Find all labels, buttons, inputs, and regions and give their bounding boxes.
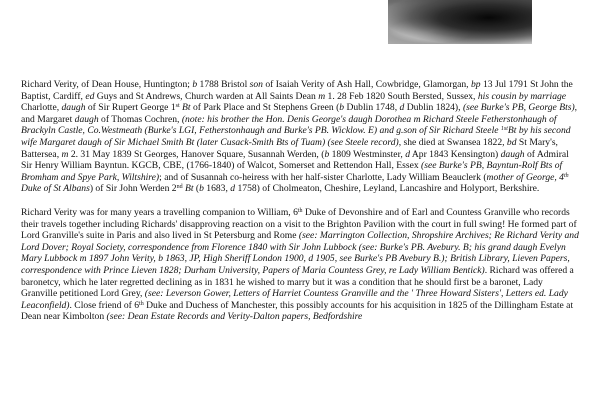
text-run: daugh (74, 113, 99, 125)
text-run: Richard Verity was for many years a travelling companion to William, 6 (21, 206, 298, 218)
text-run: of Admiral Sir Henry William Bayntun. KGCB, CBE, (1766-1840) of Walcot, Somerset and Rettendon Hall, Essex (21, 148, 569, 172)
text-run: 1788 Bristol (197, 79, 250, 90)
text-run: 2. 31 May 1839 St Georges, Hanover Square, Susannah Werden, ( (68, 148, 325, 160)
text-run: th (297, 207, 303, 214)
text-run: b (199, 183, 204, 195)
text-run: d (405, 148, 410, 160)
text-run: of Sir Rupert George 1 (85, 102, 176, 114)
text-run: Richard Verity, of Dean House, Huntington; (21, 79, 193, 90)
text-run: his cousin by marriage (477, 90, 567, 102)
text-run: (see: Marrington Collection, Shropshire Archives; Re Richard Verity and Lord Dover; Royal Society, correspondence from Florence 1840 with Sir John Lubbock (see: Burke's PB. Avebury. B; his grand daugh Evelyn Mary Lubbock m 1897 John Verity, b 1863, JP, High Sheriff London 1900, d 1905, see Burke's PB Avebury B.); British Library, Lieven Papers, correspondence with Prince Lieven 1828; Durham University, Papers of Maria Countess Grey, re Lady William Bentick) (21, 230, 579, 276)
text-run: Bt by his second wife Margaret daugh of Sir Michael Smith Bt (later Cusack-Smith Bts of Tuam) (see Steele record) (21, 125, 571, 148)
text-run: b (324, 148, 330, 160)
text-run: mother of George, 4 (486, 171, 564, 183)
text-run: , and Margaret (21, 102, 578, 125)
text-run: ed (85, 90, 95, 102)
text-run: Duke of St Albans (21, 183, 90, 195)
text-run: of Thomas Cochren, (98, 113, 182, 125)
text-run: Dublin 1824), (404, 102, 463, 114)
text-run: Apr 1843 Kensington) (409, 148, 501, 160)
text-run: (see: Dean Estate Records and Verity-Dalton papers, Bedfordshire (106, 311, 363, 323)
text-run: 1683, (203, 183, 231, 195)
text-run: th (563, 172, 569, 179)
text-run: 1st (500, 126, 508, 133)
text-run: b (192, 79, 198, 90)
text-run: ) of Sir John Werden 2 (89, 183, 177, 195)
text-run: St Mary's, Battersea, (21, 136, 558, 160)
text-run: 1809 Westminster, (329, 148, 406, 160)
text-run: Charlotte, (21, 102, 62, 114)
text-run: Bt (179, 102, 191, 114)
text-run: b (339, 102, 345, 114)
paragraph-1 (21, 79, 579, 195)
text-run: ; and of Susannah co-heiress with her half-sister Charlotte, Lady William Beauclerk ( (159, 171, 487, 183)
text-run: Dublin 1748, (344, 102, 400, 114)
text-run: , she died at Swansea 1822, (398, 136, 507, 148)
text-run: st (175, 103, 180, 110)
text-run: ( (193, 183, 200, 195)
text-run: bd (506, 136, 517, 148)
text-run: d (230, 183, 236, 195)
text-run: d (399, 102, 405, 114)
text-run: daugh (61, 102, 86, 114)
text-run: (see Burke's PB, Bayntun-Rolf Bts of Bromham and Spye Park, Wiltshire) (21, 160, 563, 183)
portrait-photo (388, 0, 532, 44)
text-run: (note: his brother the Hon. Denis George's daugh Dorothea m Richard Steele Fetherstonhaugh of Brackyln Castle, Co.Westmeath (Burke's LGI, Fetherstonhaugh and Burke's PB. Wicklow. E) and g.son of Sir Richard Steele (21, 113, 557, 137)
text-run: . Close friend of 6 (69, 299, 140, 311)
paragraph-2 (21, 207, 579, 323)
text-run: Duke and Duchess of Manchester, this possibly accounts for his acquisition in 1825 of the Dillingham Estate at Dean near Kimbolton (21, 299, 574, 323)
text-run: 1758) of Cholmeaton, Cheshire, Leyland, Lancashire and Holyport, Berkshire. (235, 183, 540, 195)
text-run: . Richard was offered a baronetcy, which he later regretted declining as in 1831 he wished to marry but it was a condition that he should first be a baronet, Lady Granville petitioned Lord Grey, (21, 264, 574, 300)
text-run: of Isaiah Verity of Ash Hall, Cowbridge, Glamorgan, (262, 79, 471, 90)
text-run: m (318, 90, 326, 102)
text-run: bp (470, 79, 481, 90)
text-run: 1. 28 Feb 1820 South Bersted, Sussex, (325, 90, 478, 102)
text-run: Duke of Devonshire and of Earl and Countess Granville who records their travels together including Richards' disapproving reaction on a visit to the Brighton Pavilion with the court in full swing! He formed part of Lord Granville's suite in Paris and also lived in St Petersburg and Rome (21, 206, 577, 242)
text-run: Guys and St Andrews, Church warden at All Saints Dean (94, 90, 319, 102)
text-run: th (139, 300, 144, 307)
text-run: (see Burke's PB, George Bts) (462, 102, 575, 114)
text-run: nd (176, 184, 183, 191)
text-run: m (61, 148, 69, 160)
text-run: Bt (182, 183, 194, 195)
text-run: daugh (500, 148, 525, 160)
text-run: 13 Jul 1791 St John the Baptist, Cardiff, (21, 79, 573, 102)
text-run: of Park Place and St Stephens Green ( (190, 102, 340, 114)
text-run: son (249, 79, 263, 90)
document-body (21, 79, 579, 323)
text-run: (see: Leverson Gower, Letters of Harriet Countess Granville and the ' Three Howard Sisters', Letters ed. Lady Leaconfield) (21, 288, 568, 311)
